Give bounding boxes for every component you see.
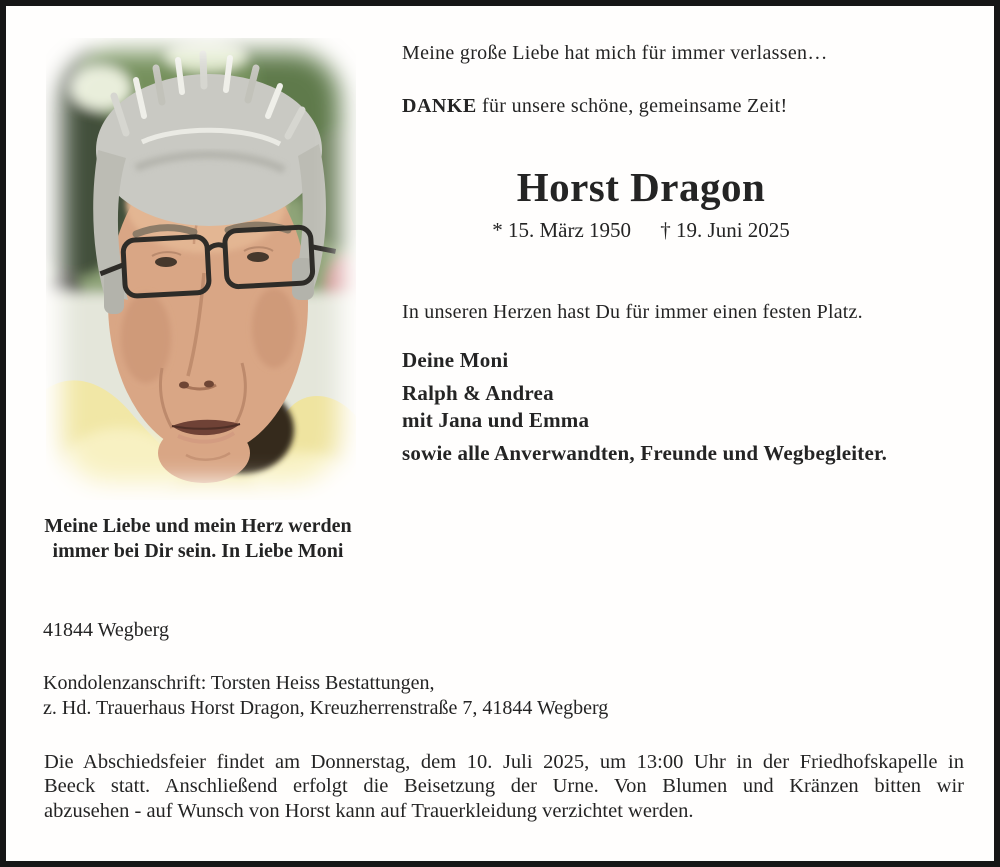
thanks-line (402, 95, 787, 118)
thanks-rest: für unsere schöne, gemeinsame Zeit! (482, 95, 788, 117)
intro-line: Meine große Liebe hat mich für immer verlassen… (402, 42, 828, 64)
portrait-svg (46, 38, 356, 500)
death-date: † 19. Juni 2025 (660, 218, 790, 242)
mourner-wife: Deine Moni (402, 348, 509, 372)
photo-caption-line1: Meine Liebe und mein Herz werden (44, 515, 352, 537)
condolence-address (43, 671, 608, 721)
funeral-line3: abzusehen - auf Wunsch von Horst kann auf Trauerkleidung verzichtet werden. (44, 799, 694, 822)
funeral-paragraph (44, 750, 964, 823)
photo-caption (24, 514, 372, 564)
thanks-word: DANKE (402, 95, 477, 117)
city-line: 41844 Wegberg (43, 619, 169, 641)
photo-caption-line2: immer bei Dir sein. In Liebe Moni (52, 540, 344, 562)
birth-date: * 15. März 1950 (492, 218, 632, 242)
condolence-line1: Kondolenzanschrift: Torsten Heiss Bestattungen, (43, 672, 435, 694)
funeral-line1: Die Abschiedsfeier findet am Donnerstag, dem 10. Juli 2025, um 13:00 Uhr in der Friedhofskapelle in (44, 751, 964, 773)
hearts-line: In unseren Herzen hast Du für immer einen festen Platz. (402, 301, 863, 323)
condolence-line2: z. Hd. Trauerhaus Horst Dragon, Kreuzherrenstraße 7, 41844 Wegberg (43, 697, 609, 719)
deceased-name: Horst Dragon (516, 164, 766, 210)
mourner-relatives: sowie alle Anverwandten, Freunde und Wegbegleiter. (402, 441, 888, 465)
mourner-grandchildren: mit Jana und Emma (402, 408, 590, 432)
funeral-line2: Beeck statt. Anschließend erfolgt die Beisetzung der Urne. Von Blumen und Kränzen bitten wir (44, 775, 964, 798)
portrait-photo (46, 38, 356, 500)
life-dates (402, 218, 880, 243)
mourner-children: Ralph & Andrea (402, 381, 554, 405)
